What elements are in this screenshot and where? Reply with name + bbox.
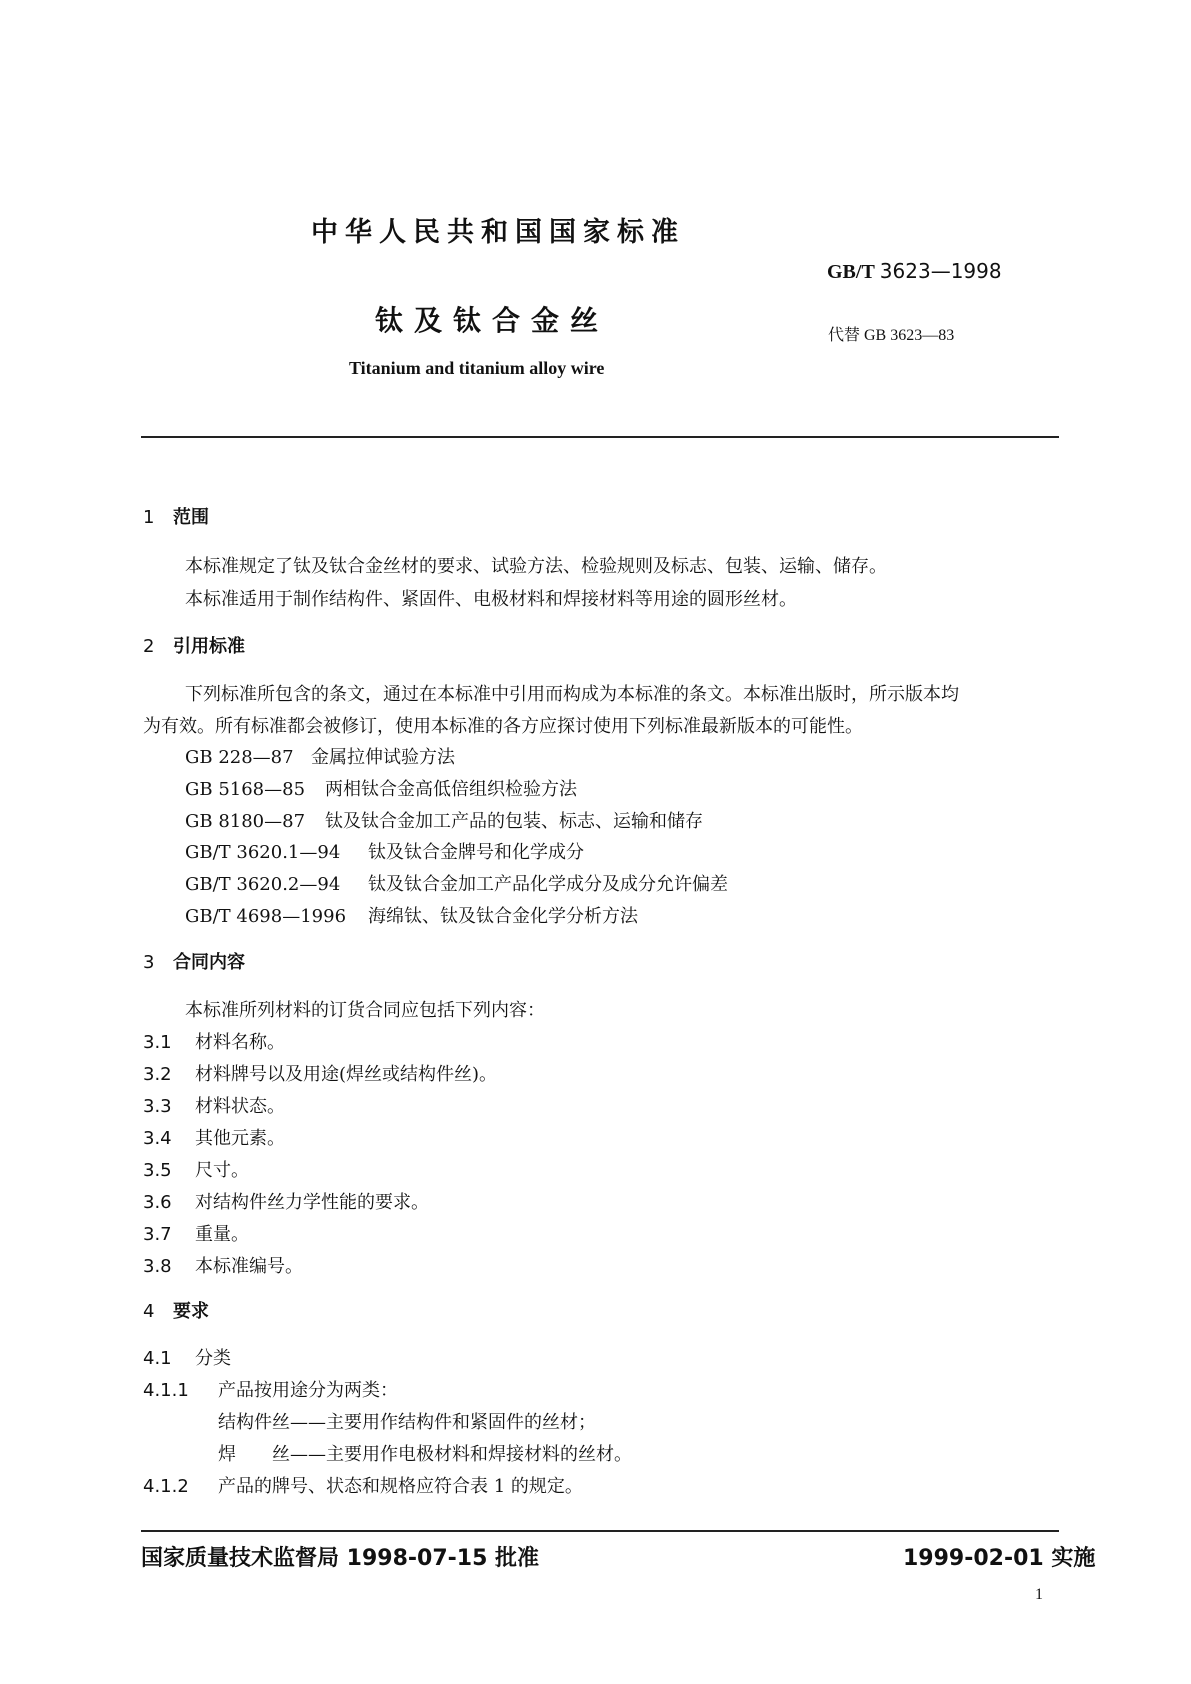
contract-item bbox=[143, 1188, 429, 1214]
standard-prefix: GB/T bbox=[827, 261, 875, 283]
national-standard-heading: 中华人民共和国国家标准 bbox=[311, 217, 685, 248]
section-number: 4 bbox=[143, 1301, 155, 1322]
section-1-heading bbox=[143, 503, 209, 529]
item-text: 材料名称。 bbox=[195, 1032, 285, 1053]
reference-name: 海绵钛、钛及钛合金化学分析方法 bbox=[368, 906, 638, 927]
subsection-4-1 bbox=[143, 1344, 231, 1370]
item-text: 本标准编号。 bbox=[195, 1256, 303, 1277]
document-title-english: Titanium and titanium alloy wire bbox=[349, 358, 605, 378]
item-number: 3.1 bbox=[143, 1032, 172, 1053]
reference-code: GB 5168—85 bbox=[185, 779, 306, 800]
item-text: 其他元素。 bbox=[195, 1128, 285, 1149]
reference-item bbox=[185, 775, 577, 801]
item-text: 分类 bbox=[195, 1348, 231, 1369]
section-title: 范围 bbox=[173, 507, 209, 528]
reference-name: 钛及钛合金加工产品的包装、标志、运输和储存 bbox=[325, 811, 703, 832]
paragraph: 本标准适用于制作结构件、紧固件、电极材料和焊接材料等用途的圆形丝材。 bbox=[185, 589, 797, 610]
reference-code: GB 228—87 bbox=[185, 747, 294, 768]
item-number: 3.5 bbox=[143, 1160, 172, 1181]
reference-name: 金属拉伸试验方法 bbox=[311, 747, 455, 768]
reference-item bbox=[185, 838, 584, 864]
contract-item bbox=[143, 1124, 285, 1150]
reference-code: GB 8180—87 bbox=[185, 811, 306, 832]
standard-number-value: 3623—1998 bbox=[879, 259, 1002, 283]
item-text: 材料牌号以及用途(焊丝或结构件丝)。 bbox=[195, 1064, 498, 1085]
paragraph: 下列标准所包含的条文，通过在本标准中引用而构成为本标准的条文。本标准出版时，所示版本均 bbox=[185, 684, 959, 705]
section-3-heading bbox=[143, 948, 245, 974]
item-text: 产品按用途分为两类： bbox=[218, 1380, 398, 1401]
item-text: 尺寸。 bbox=[195, 1160, 249, 1181]
contract-item bbox=[143, 1156, 249, 1182]
reference-name: 钛及钛合金牌号和化学成分 bbox=[368, 842, 584, 863]
contract-item bbox=[143, 1028, 285, 1054]
contract-item bbox=[143, 1060, 497, 1086]
paragraph: 为有效。所有标准都会被修订，使用本标准的各方应探讨使用下列标准最新版本的可能性。 bbox=[143, 716, 863, 737]
item-text: 对结构件丝力学性能的要求。 bbox=[195, 1192, 429, 1213]
subsection-4-1-2 bbox=[143, 1472, 583, 1498]
header-divider bbox=[141, 436, 1059, 438]
classification-welding bbox=[218, 1440, 632, 1466]
replaces-standard: 代替 GB 3623—83 bbox=[828, 327, 955, 344]
item-number: 4.1 bbox=[143, 1348, 172, 1369]
reference-item bbox=[185, 743, 455, 769]
section-title: 合同内容 bbox=[173, 952, 245, 973]
section-number: 2 bbox=[143, 636, 155, 657]
contract-item bbox=[143, 1092, 285, 1118]
section-title: 要求 bbox=[173, 1301, 209, 1322]
section-2-heading bbox=[143, 632, 245, 658]
subsection-4-1-1 bbox=[143, 1376, 398, 1402]
footer-divider bbox=[141, 1530, 1059, 1532]
page-number: 1 bbox=[1035, 1586, 1043, 1603]
contract-item bbox=[143, 1252, 303, 1278]
paragraph: 本标准规定了钛及钛合金丝材的要求、试验方法、检验规则及标志、包装、运输、储存。 bbox=[185, 556, 887, 577]
section-number: 1 bbox=[143, 507, 155, 528]
reference-name: 钛及钛合金加工产品化学成分及成分允许偏差 bbox=[368, 874, 728, 895]
reference-name: 两相钛合金高低倍组织检验方法 bbox=[325, 779, 577, 800]
class-term: 焊 丝 bbox=[218, 1444, 290, 1465]
approval-statement: 国家质量技术监督局 1998-07-15 批准 bbox=[141, 1546, 540, 1571]
reference-item bbox=[185, 902, 638, 928]
contract-item bbox=[143, 1220, 249, 1246]
item-number: 3.8 bbox=[143, 1256, 172, 1277]
standard-number bbox=[827, 259, 1002, 284]
section-title: 引用标准 bbox=[173, 636, 245, 657]
item-text: 重量。 bbox=[195, 1224, 249, 1245]
reference-item bbox=[185, 870, 728, 896]
document-title: 钛及钛合金丝 bbox=[375, 304, 610, 337]
item-text: 产品的牌号、状态和规格应符合表 1 的规定。 bbox=[218, 1476, 583, 1497]
reference-item bbox=[185, 807, 703, 833]
item-number: 3.3 bbox=[143, 1096, 172, 1117]
item-number: 3.2 bbox=[143, 1064, 172, 1085]
effective-date: 1999-02-01 实施 bbox=[903, 1546, 1096, 1571]
reference-code: GB/T 3620.1—94 bbox=[185, 842, 341, 863]
item-number: 3.4 bbox=[143, 1128, 172, 1149]
section-4-heading bbox=[143, 1297, 209, 1323]
reference-code: GB/T 4698—1996 bbox=[185, 906, 347, 927]
section-number: 3 bbox=[143, 952, 155, 973]
item-number: 4.1.1 bbox=[143, 1380, 189, 1401]
item-text: 材料状态。 bbox=[195, 1096, 285, 1117]
paragraph: 本标准所列材料的订货合同应包括下列内容： bbox=[185, 1000, 545, 1021]
classification-structural: 结构件丝——主要用作结构件和紧固件的丝材； bbox=[218, 1412, 596, 1433]
reference-code: GB/T 3620.2—94 bbox=[185, 874, 341, 895]
class-definition: ——主要用作电极材料和焊接材料的丝材。 bbox=[290, 1444, 632, 1465]
item-number: 3.6 bbox=[143, 1192, 172, 1213]
item-number: 4.1.2 bbox=[143, 1476, 189, 1497]
item-number: 3.7 bbox=[143, 1224, 172, 1245]
